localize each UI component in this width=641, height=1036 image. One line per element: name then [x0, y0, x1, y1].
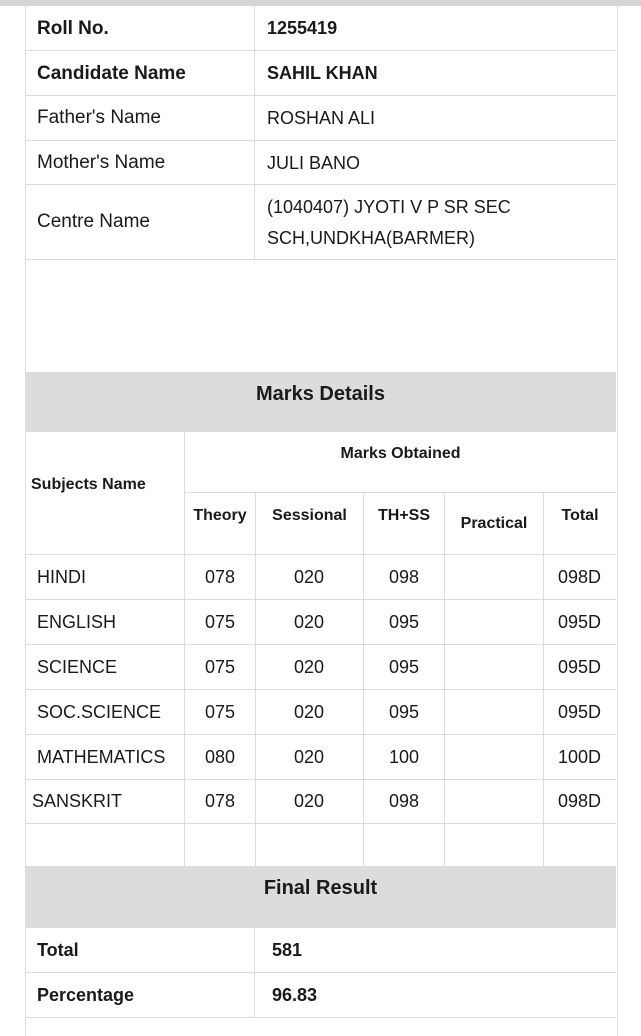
total-header: Total	[561, 507, 599, 524]
roll-value: 1255419	[267, 18, 338, 38]
centre-name-label: Centre Name	[37, 211, 150, 232]
total-label: Total	[37, 940, 79, 960]
theory-mark: 078	[204, 791, 236, 811]
theory-mark: 075	[204, 702, 236, 722]
table-row	[25, 779, 616, 824]
total-value: 581	[272, 940, 303, 960]
thss-mark: 100	[388, 747, 420, 767]
sessional-mark: 020	[293, 567, 325, 587]
subject-name: SOC.SCIENCE	[37, 702, 162, 722]
thss-mark: 098	[388, 791, 420, 811]
total-mark: 095D	[557, 702, 602, 722]
total-mark: 098D	[557, 791, 602, 811]
centre-name-row	[25, 185, 616, 260]
thss-header: TH+SS	[377, 507, 430, 524]
candidate-name-value: SAHIL KHAN	[267, 63, 378, 83]
percentage-row	[25, 973, 616, 1018]
sessional-mark: 020	[293, 702, 325, 722]
theory-mark: 075	[204, 657, 236, 677]
marks-details-title: Marks Details	[25, 372, 616, 432]
subject-name: HINDI	[37, 567, 86, 587]
sessional-mark: 020	[293, 791, 325, 811]
mother-name-value: JULI BANO	[267, 153, 361, 173]
sessional-header: Sessional	[272, 507, 347, 524]
father-name-value: ROSHAN ALI	[267, 108, 376, 128]
subject-name: ENGLISH	[37, 612, 117, 632]
table-row	[25, 555, 616, 600]
candidate-name-label: Candidate Name	[37, 63, 186, 84]
final-result-title: Final Result	[25, 866, 616, 928]
theory-mark: 080	[204, 747, 236, 767]
centre-name-value-line1: (1040407) JYOTI V P SR SEC	[267, 197, 511, 217]
subject-name: MATHEMATICS	[37, 747, 166, 767]
sessional-mark: 020	[293, 747, 325, 767]
total-mark: 100D	[557, 747, 602, 767]
sessional-mark: 020	[293, 657, 325, 677]
thss-mark: 095	[388, 702, 420, 722]
practical-header: Practical	[460, 515, 528, 532]
roll-label: Roll No.	[37, 18, 109, 39]
theory-mark: 078	[204, 567, 236, 587]
table-row	[25, 735, 616, 780]
table-row	[25, 690, 616, 735]
theory-header: Theory	[193, 507, 247, 524]
subjects-name-header: Subjects Name	[31, 476, 146, 493]
total-row	[25, 928, 616, 973]
thss-mark: 095	[388, 612, 420, 632]
total-mark: 095D	[557, 657, 602, 677]
thss-mark: 095	[388, 657, 420, 677]
table-row	[25, 645, 616, 690]
roll-row	[25, 6, 616, 51]
father-name-row	[25, 96, 616, 141]
sessional-mark: 020	[293, 612, 325, 632]
marks-obtained-header: Marks Obtained	[340, 445, 461, 462]
marks-table-header	[25, 432, 616, 555]
total-mark: 095D	[557, 612, 602, 632]
table-row	[25, 600, 616, 645]
mother-name-row	[25, 141, 616, 185]
total-mark: 098D	[557, 567, 602, 587]
percentage-value: 96.83	[272, 985, 318, 1005]
father-name-label: Father's Name	[37, 107, 162, 128]
centre-name-value-line2: SCH,UNDKHA(BARMER)	[267, 228, 476, 248]
theory-mark: 075	[204, 612, 236, 632]
subject-name: SANSKRIT	[32, 791, 123, 811]
percentage-label: Percentage	[37, 985, 135, 1005]
mother-name-label: Mother's Name	[37, 152, 166, 173]
candidate-name-row	[25, 51, 616, 96]
subject-name: SCIENCE	[37, 657, 118, 677]
thss-mark: 098	[388, 567, 420, 587]
